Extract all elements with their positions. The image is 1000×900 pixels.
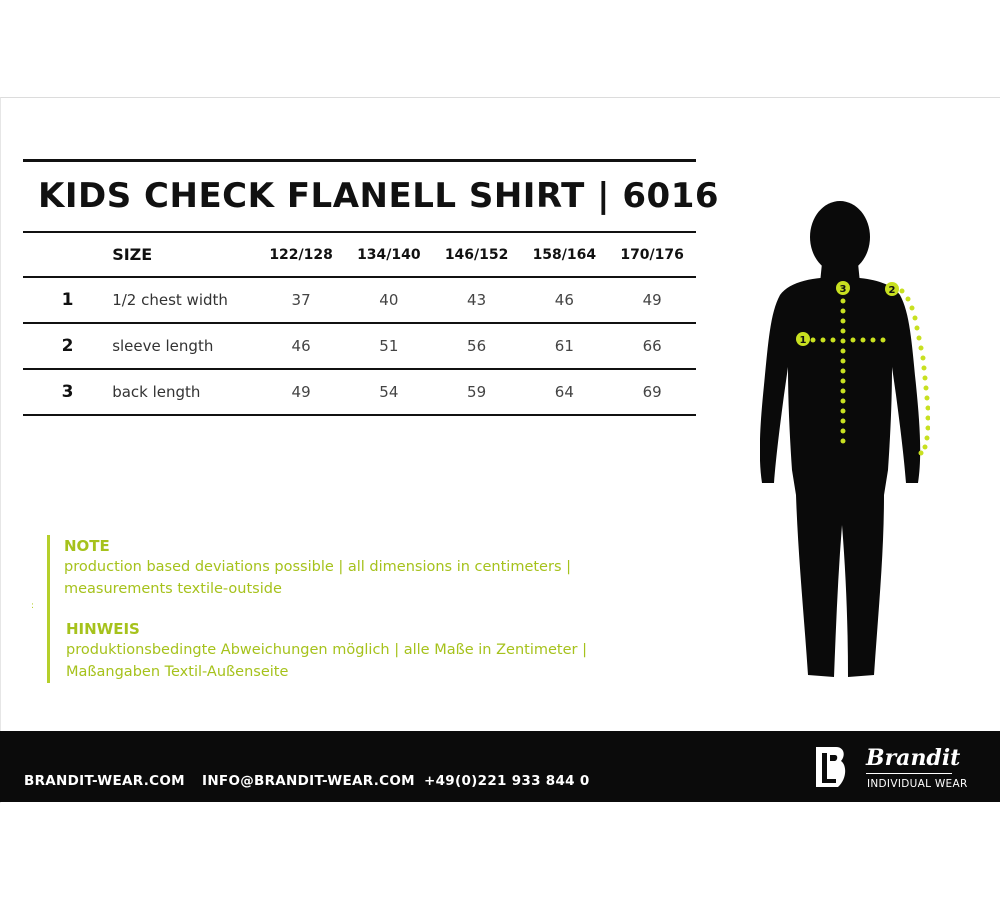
measurement-value: 69 [608, 369, 696, 415]
measurement-value: 64 [520, 369, 608, 415]
hinweis-line: produktionsbedingte Abweichungen möglich | alle Maße in Zentimeter | [66, 642, 587, 658]
measurement-value: 49 [257, 369, 345, 415]
measurement-value: 66 [608, 323, 696, 369]
measurement-value: 46 [520, 277, 608, 323]
marker-1 [796, 332, 810, 346]
size-header-cell: 158/164 [520, 233, 608, 277]
brand-name: Brandit [866, 745, 961, 771]
marker-2 [885, 282, 899, 296]
measurement-value: 37 [257, 277, 345, 323]
footer-email-link[interactable]: INFO@BRANDIT-WEAR.COM [202, 773, 415, 789]
measurement-value: 54 [345, 369, 433, 415]
brand-underline [866, 773, 952, 774]
size-header-cell: 170/176 [608, 233, 696, 277]
footer-phone: +49(0)221 933 844 0 [424, 773, 590, 789]
table-row [23, 369, 696, 415]
top-rule [23, 159, 696, 162]
hinweis-line: Maßangaben Textil-Außenseite [66, 664, 289, 680]
table-row [23, 323, 696, 369]
measurement-value: 51 [345, 323, 433, 369]
marker-3-label: 3 [839, 284, 847, 295]
measurement-figure [760, 195, 930, 690]
measurement-value: 40 [345, 277, 433, 323]
brand-tagline: INDIVIDUAL WEAR [867, 778, 968, 790]
measurement-label: sleeve length [112, 323, 257, 369]
note-accent-bar [47, 535, 50, 683]
measurement-value: 56 [433, 323, 521, 369]
measurement-value: 43 [433, 277, 521, 323]
row-number: 1 [23, 277, 112, 323]
marker-2-label: 2 [888, 285, 896, 296]
marker-1-label: 1 [799, 335, 807, 346]
measurement-value: 46 [257, 323, 345, 369]
size-column-label: SIZE [112, 233, 257, 277]
measurement-label: 1/2 chest width [112, 277, 257, 323]
row-number: 2 [23, 323, 112, 369]
size-header-cell: 134/140 [345, 233, 433, 277]
measurement-value: 61 [520, 323, 608, 369]
note-line: measurements textile-outside [64, 581, 282, 597]
size-header-cell: 146/152 [433, 233, 521, 277]
page-title: KIDS CHECK FLANELL SHIRT | 6016 [38, 176, 720, 216]
table-row [23, 277, 696, 323]
size-header-cell: 122/128 [257, 233, 345, 277]
note-marker-dot: : [31, 601, 35, 611]
header-blank [23, 233, 112, 277]
measurement-label: back length [112, 369, 257, 415]
measurement-value: 49 [608, 277, 696, 323]
note-line: production based deviations possible | all dimensions in centimeters | [64, 559, 571, 575]
note-heading: NOTE [64, 537, 110, 555]
hinweis-heading: HINWEIS [66, 620, 140, 638]
footer-website-link[interactable]: BRANDIT-WEAR.COM [24, 773, 185, 789]
size-header-row [23, 233, 696, 277]
marker-3 [836, 281, 850, 295]
child-silhouette [760, 201, 920, 677]
measurement-value: 59 [433, 369, 521, 415]
row-number: 3 [23, 369, 112, 415]
size-table [23, 233, 696, 416]
footer-bar [0, 731, 1000, 802]
brandit-b-logo-icon [814, 745, 848, 789]
